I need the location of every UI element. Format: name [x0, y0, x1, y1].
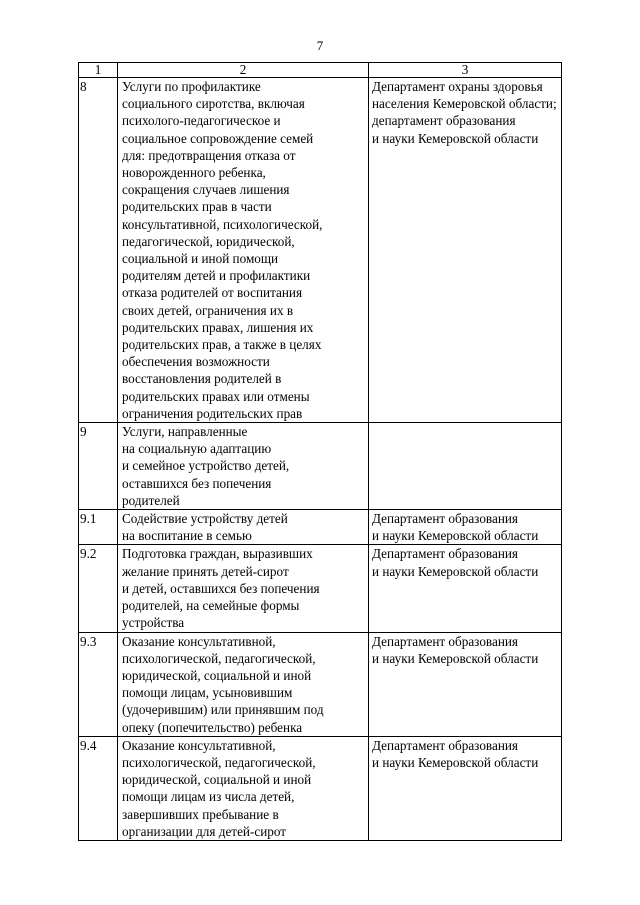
row-number: 9.1: [79, 510, 118, 545]
row-number: 9.2: [79, 545, 118, 632]
column-header-1: 1: [79, 63, 118, 78]
service-description: [118, 78, 369, 423]
service-line: родительских правах, лишения их: [122, 319, 314, 335]
service-line: на воспитание в семью: [122, 528, 252, 544]
service-line: социальной и иной помощи: [122, 251, 279, 267]
service-description: [118, 736, 369, 840]
service-line: родителей: [122, 492, 180, 508]
service-description: [118, 510, 369, 545]
table-row: [79, 632, 562, 736]
service-line: социального сиротства, включая: [122, 96, 305, 112]
table-row: [79, 545, 562, 632]
service-line: Подготовка граждан, выразивших: [122, 546, 313, 562]
service-line: Услуги, направленные: [122, 424, 248, 440]
service-line: отказа родителей от воспитания: [122, 285, 303, 301]
service-line: организации для детей-сирот: [122, 823, 287, 839]
service-line: сокращения случаев лишения: [122, 182, 290, 198]
service-line: Услуги по профилактике: [122, 79, 261, 94]
department-line: Департамент образования: [372, 511, 518, 527]
service-line: опеку (попечительство) ребенка: [122, 719, 303, 735]
service-line: родителям детей и профилактики: [122, 268, 311, 284]
table-header-row: [79, 63, 562, 78]
services-table: [78, 62, 562, 841]
responsible-department: [369, 632, 562, 736]
service-line: для: предотвращения отказа от: [122, 147, 296, 163]
service-line: психологической, педагогической,: [122, 650, 316, 666]
department-line: и науки Кемеровской области: [372, 650, 539, 666]
service-line: ограничения родительских прав: [122, 405, 303, 421]
column-header-2: 2: [118, 63, 369, 78]
service-line: Оказание консультативной,: [122, 633, 276, 649]
service-line: оставшихся без попечения: [122, 475, 272, 491]
service-line: и семейное устройство детей,: [122, 458, 290, 474]
service-line: консультативной, психологической,: [122, 216, 323, 232]
service-line: родительских правах или отмены: [122, 388, 310, 404]
table-row: [79, 78, 562, 423]
service-line: на социальную адаптацию: [122, 441, 272, 457]
service-line: Содействие устройству детей: [122, 511, 288, 527]
service-line: обеспечения возможности: [122, 354, 270, 370]
department-line: департамент образования: [372, 113, 516, 129]
service-line: родителей, на семейные формы: [122, 598, 300, 614]
row-number: 8: [79, 78, 118, 423]
service-line: желание принять детей-сирот: [122, 563, 289, 579]
service-line: помощи лицам из числа детей,: [122, 789, 295, 805]
department-line: Департамент образования: [372, 633, 518, 649]
responsible-department: [369, 545, 562, 632]
department-line: Департамент образования: [372, 546, 518, 562]
service-line: устройства: [122, 615, 185, 631]
service-line: юридической, социальной и иной: [122, 667, 312, 683]
service-line: своих детей, ограничения их в: [122, 302, 294, 318]
service-description: [118, 423, 369, 510]
department-line: и науки Кемеровской области: [372, 563, 539, 579]
row-number: 9: [79, 423, 118, 510]
row-number: 9.3: [79, 632, 118, 736]
service-line: (удочерившим) или принявшим под: [122, 702, 324, 718]
row-number: 9.4: [79, 736, 118, 840]
table-row: [79, 736, 562, 840]
service-line: психологической, педагогической,: [122, 754, 316, 770]
department-line: и науки Кемеровской области: [372, 528, 539, 544]
department-line: населения Кемеровской области;: [372, 96, 557, 112]
department-line: Департамент охраны здоровья: [372, 79, 543, 94]
service-line: новорожденного ребенка,: [122, 165, 266, 181]
responsible-department: [369, 78, 562, 423]
department-line: и науки Кемеровской области: [372, 130, 539, 146]
service-line: родительских прав, а также в целях: [122, 337, 322, 353]
service-line: завершивших пребывание в: [122, 806, 279, 822]
service-description: [118, 632, 369, 736]
service-line: социальное сопровождение семей: [122, 130, 314, 146]
service-line: педагогической, юридической,: [122, 233, 295, 249]
service-line: Оказание консультативной,: [122, 737, 276, 753]
service-line: родительских прав в части: [122, 199, 272, 215]
service-line: восстановления родителей в: [122, 371, 282, 387]
table-row: [79, 510, 562, 545]
responsible-department: [369, 423, 562, 510]
department-line: и науки Кемеровской области: [372, 754, 539, 770]
responsible-department: [369, 510, 562, 545]
department-line: Департамент образования: [372, 737, 518, 753]
table-row: [79, 423, 562, 510]
service-line: и детей, оставшихся без попечения: [122, 580, 320, 596]
service-description: [118, 545, 369, 632]
responsible-department: [369, 736, 562, 840]
service-line: психолого-педагогическое и: [122, 113, 281, 129]
column-header-3: 3: [369, 63, 562, 78]
service-line: помощи лицам, усыновившим: [122, 685, 293, 701]
service-line: юридической, социальной и иной: [122, 772, 312, 788]
page-number: 7: [316, 38, 324, 53]
